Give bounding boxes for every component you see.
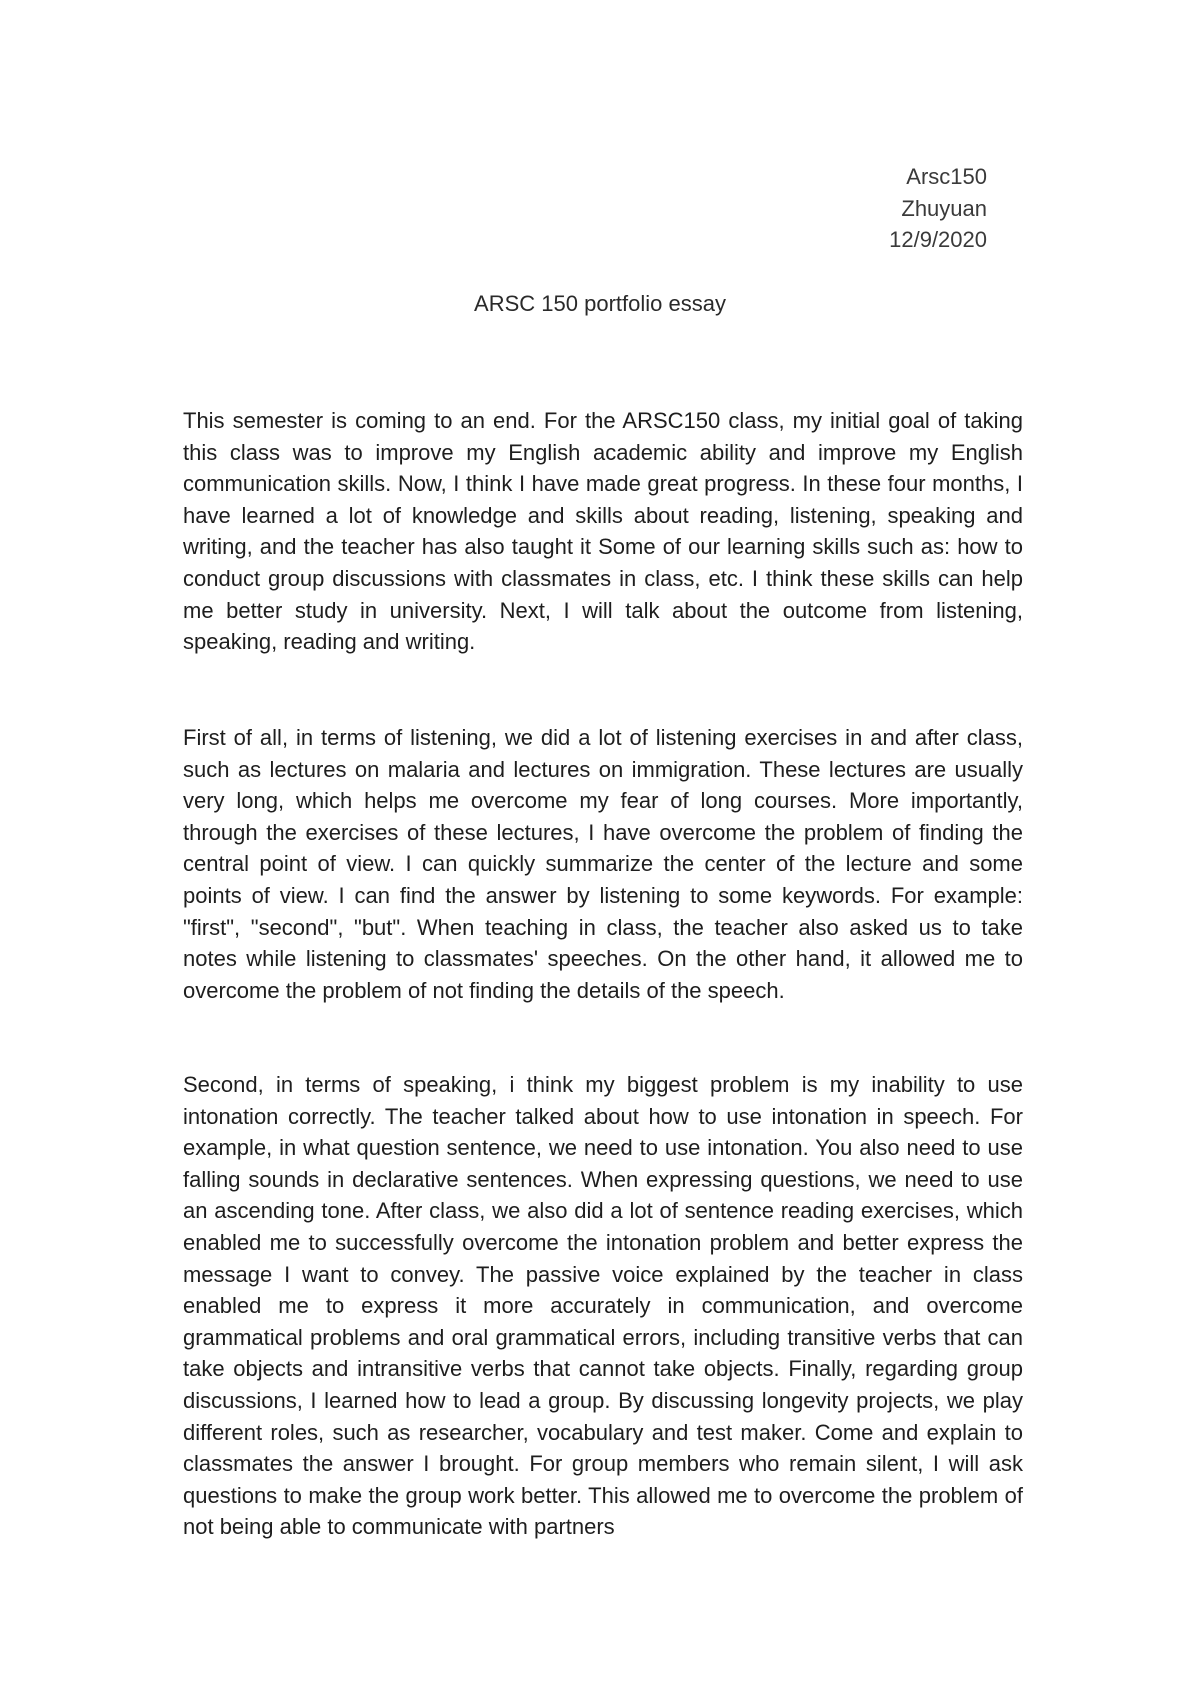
paragraph-speaking: Second, in terms of speaking, i think my biggest problem is my inability to use intonation correctly. The teacher talked about how to use intonation in speech. For example, in what question sentence, we need to use intonation. You also need to use falling sounds in declarative sentences. When expressing questions, we need to use an ascending tone. After class, we also did a lot of sentence reading exercises, which enabled me to successfully overcome the intonation problem and better express the message I want to convey. The passive voice explained by the teacher in class enabled me to express it more accurately in communication, and overcome grammatical problems and oral grammatical errors, including transitive verbs that can take objects and intransitive verbs that cannot take objects. Finally, regarding group discussions, I learned how to lead a group. By discussing longevity projects, we play different roles, such as researcher, vocabulary and test maker. Come and explain to classmates the answer I brought. For group members who remain silent, I will ask questions to make the group work better. This allowed me to overcome the problem of not being able to communicate with partners [183, 1072, 1023, 1540]
course-code: Arsc150 [906, 164, 987, 189]
paragraph-introduction: This semester is coming to an end. For the ARSC150 class, my initial goal of taking this class was to improve my English academic ability and improve my English communication skills. Now, I think I have made great progress. In these four months, I have learned a lot of knowledge and skills about reading, listening, speaking and writing, and the teacher has also taught it Some of our learning skills such as: how to conduct group discussions with classmates in class, etc. I think these skills can help me better study in university. Next, I will talk about the outcome from listening, speaking, reading and writing. [183, 408, 1023, 655]
header-block [889, 161, 987, 256]
document-date: 12/9/2020 [889, 227, 987, 252]
author-name: Zhuyuan [901, 195, 987, 221]
essay-title: ARSC 150 portfolio essay [474, 291, 726, 316]
paragraph-listening: First of all, in terms of listening, we did a lot of listening exercises in and after class, such as lectures on malaria and lectures on immigration. These lectures are usually very long, which helps me overcome my fear of long courses. More importantly, through the exercises of these lectures, I have overcome the problem of finding the central point of view. I can quickly summarize the center of the lecture and some points of view. I can find the answer by listening to some keywords. For example: "first", "second", "but". When teaching in class, the teacher also asked us to take notes while listening to classmates' speeches. On the other hand, it allowed me to overcome the problem of not finding the details of the speech. [183, 725, 1023, 1003]
